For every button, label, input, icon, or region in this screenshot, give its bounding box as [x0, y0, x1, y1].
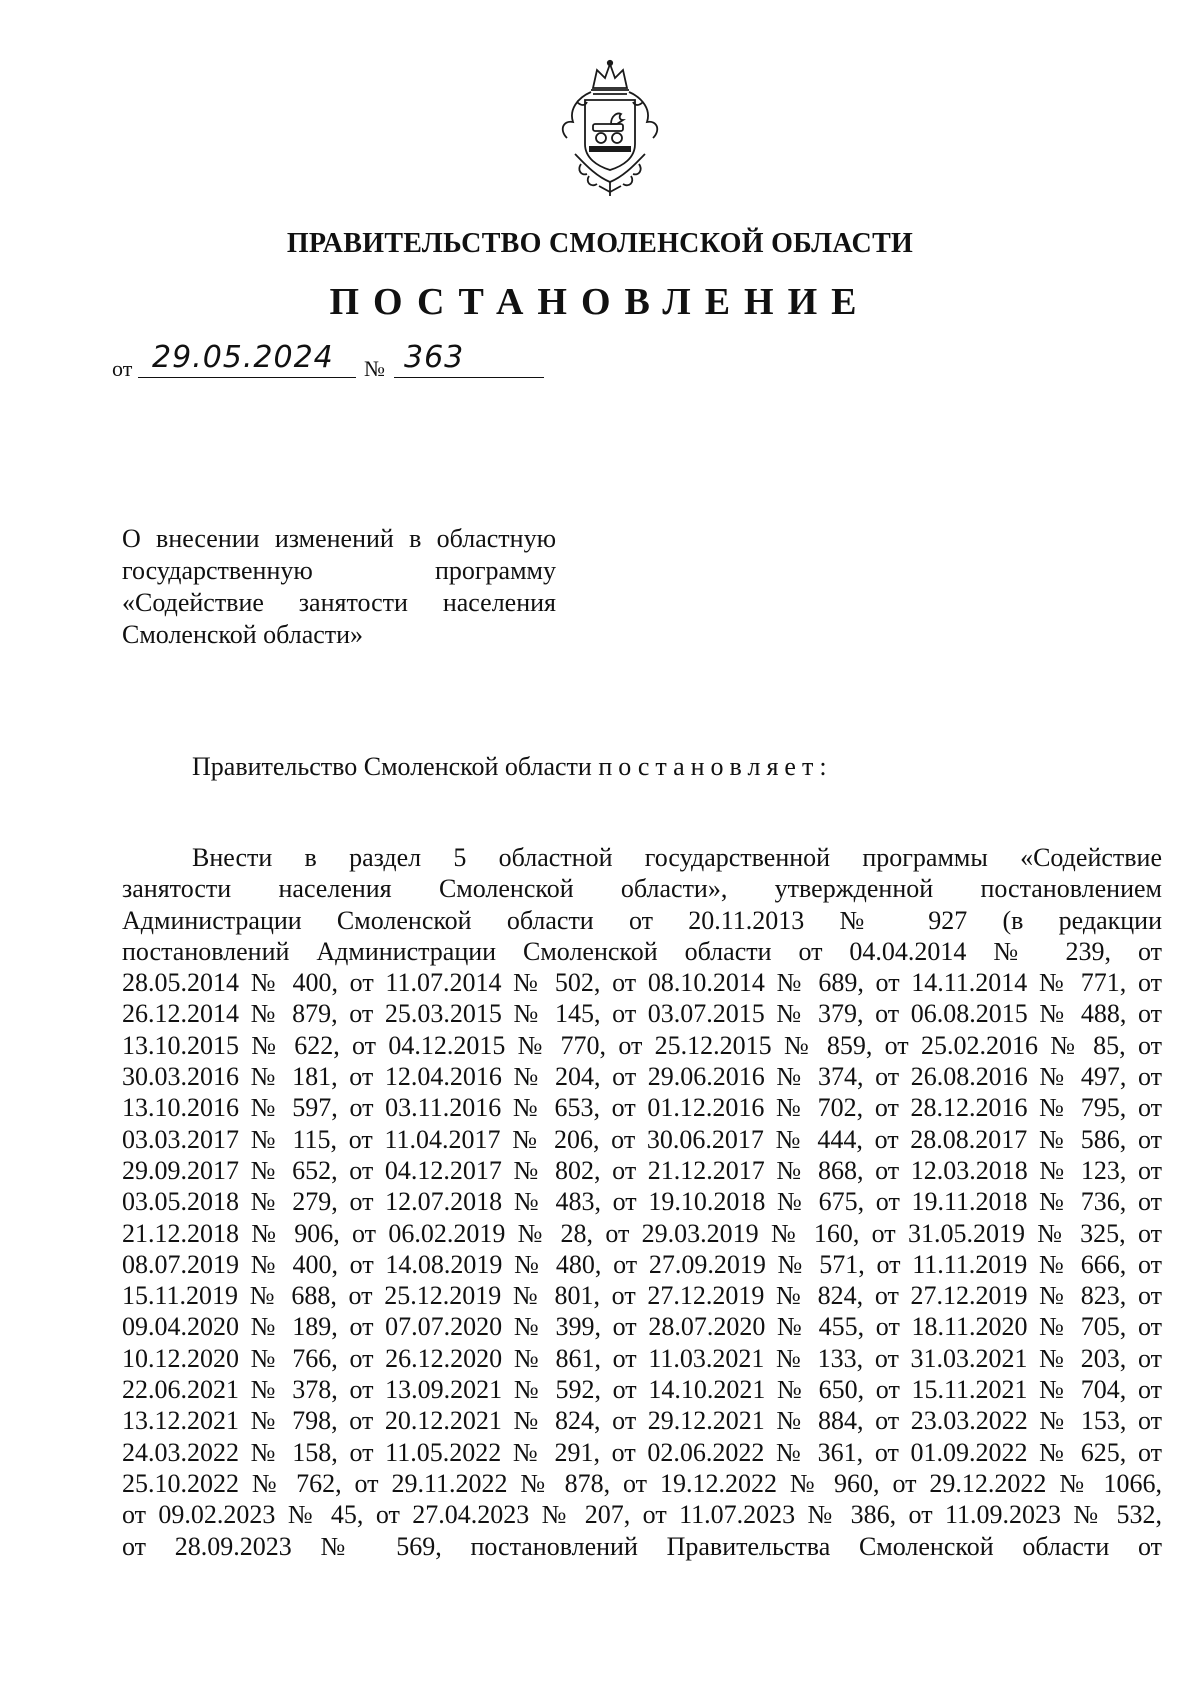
- number-prefix: №: [364, 356, 385, 381]
- body-line: 29.09.2017 № 652, от 04.12.2017 № 802, от 21.12.2017 № 868, от 12.03.2018 № 123, от: [122, 1155, 1162, 1185]
- body-line: 03.05.2018 № 279, от 12.07.2018 № 483, от 19.10.2018 № 675, от 19.11.2018 № 736, от: [122, 1187, 1162, 1217]
- body-line: 25.10.2022 № 762, от 29.11.2022 № 878, от 19.12.2022 № 960, от 29.12.2022 № 1066,: [122, 1468, 1162, 1498]
- body-line: Администрации Смоленской области от 20.11.2013 № 927 (в редакции: [122, 905, 1162, 935]
- date-number-line: [112, 340, 552, 380]
- resolution-statement: [192, 752, 833, 782]
- body-line: 21.12.2018 № 906, от 06.02.2019 № 28, от 29.03.2019 № 160, от 31.05.2019 № 325, от: [122, 1218, 1162, 1248]
- date-underline: [138, 377, 356, 378]
- body-line: 10.12.2020 № 766, от 26.12.2020 № 861, от 11.03.2021 № 133, от 31.03.2021 № 203, от: [122, 1343, 1162, 1373]
- handwritten-date: 29.05.2024: [152, 340, 334, 375]
- body-line: 03.03.2017 № 115, от 11.04.2017 № 206, от 30.06.2017 № 444, от 28.08.2017 № 586, от: [122, 1124, 1162, 1154]
- body-line: 09.04.2020 № 189, от 07.07.2020 № 399, от 28.07.2020 № 455, от 18.11.2020 № 705, от: [122, 1312, 1162, 1342]
- smolensk-coat-of-arms-icon: [555, 58, 665, 198]
- body-line: 13.10.2016 № 597, от 03.11.2016 № 653, от 01.12.2016 № 702, от 28.12.2016 № 795, от: [122, 1093, 1162, 1123]
- body-line: 24.03.2022 № 158, от 11.05.2022 № 291, от 02.06.2022 № 361, от 01.09.2022 № 625, от: [122, 1437, 1162, 1467]
- body-line: 15.11.2019 № 688, от 25.12.2019 № 801, от 27.12.2019 № 824, от 27.12.2019 № 823, от: [122, 1281, 1162, 1311]
- body-line: 28.05.2014 № 400, от 11.07.2014 № 502, от 08.10.2014 № 689, от 14.11.2014 № 771, от: [122, 968, 1162, 998]
- handwritten-number: 363: [404, 340, 465, 375]
- body-line: 22.06.2021 № 378, от 13.09.2021 № 592, от 14.10.2021 № 650, от 15.11.2021 № 704, от: [122, 1375, 1162, 1405]
- body-line: 08.07.2019 № 400, от 14.08.2019 № 480, от 27.09.2019 № 571, от 11.11.2019 № 666, от: [122, 1249, 1162, 1279]
- document-type-title: ПОСТАНОВЛЕНИЕ: [329, 281, 871, 323]
- body-line: 30.03.2016 № 181, от 12.04.2016 № 204, от 29.06.2016 № 374, от 26.08.2016 № 497, от: [122, 1062, 1162, 1092]
- resolution-verb: постановляет:: [598, 752, 833, 781]
- body-line: от 28.09.2023 № 569, постановлений Правительства Смоленской области от: [122, 1531, 1162, 1561]
- government-name: ПРАВИТЕЛЬСТВО СМОЛЕНСКОЙ ОБЛАСТИ: [286, 228, 914, 259]
- document-body: [122, 842, 1162, 1562]
- document-subject: О внесении изменений в областную государственную программу «Содействие занятости населения Смоленской области»: [122, 524, 556, 649]
- number-underline: [394, 377, 544, 378]
- body-line: 13.12.2021 № 798, от 20.12.2021 № 824, от 29.12.2021 № 884, от 23.03.2022 № 153, от: [122, 1406, 1162, 1436]
- date-prefix: от: [112, 356, 133, 381]
- body-line: от 09.02.2023 № 45, от 27.04.2023 № 207, от 11.07.2023 № 386, от 11.09.2023 № 532,: [122, 1500, 1162, 1530]
- resolution-lead: Правительство Смоленской области: [192, 752, 592, 781]
- body-line: постановлений Администрации Смоленской области от 04.04.2014 № 239, от: [122, 936, 1162, 966]
- body-line: 13.10.2015 № 622, от 04.12.2015 № 770, от 25.12.2015 № 859, от 25.02.2016 № 85, от: [122, 1030, 1162, 1060]
- body-line: 26.12.2014 № 879, от 25.03.2015 № 145, от 03.07.2015 № 379, от 06.08.2015 № 488, от: [122, 999, 1162, 1029]
- body-line: занятости населения Смоленской области», утвержденной постановлением: [122, 874, 1162, 904]
- body-line: Внести в раздел 5 областной государственной программы «Содействие: [192, 843, 1162, 872]
